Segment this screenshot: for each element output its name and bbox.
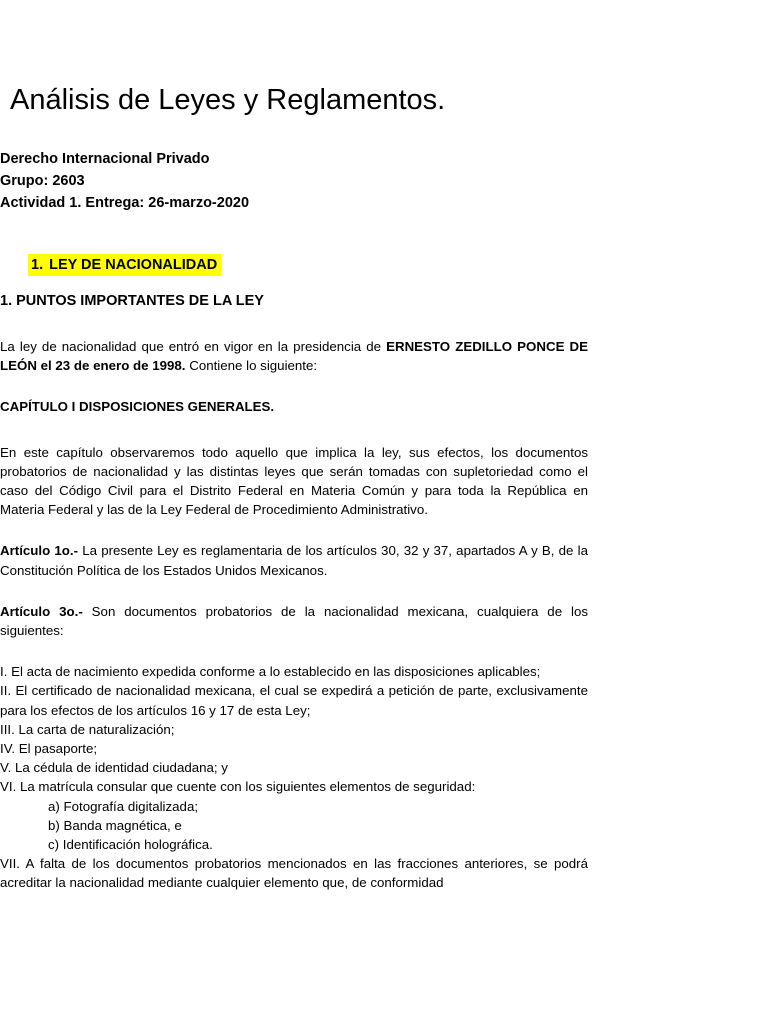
- list-item: III. La carta de naturalización;: [0, 721, 175, 737]
- chapter-heading: CAPÍTULO I DISPOSICIONES GENERALES.: [0, 399, 275, 415]
- chapter-paragraph: En este capítulo observaremos todo aquello que implica la ley, sus efectos, los documentos probatorios de nacionalidad y las distintas leyes que serán tomadas con supletoriedad como el caso del Código Civil para el Distrito Federal en Materia Común y para toda la República en Materia Federal y las de la Ley Federal de Procedimiento Administrativo.: [0, 444, 588, 518]
- intro-lead: La ley de nacionalidad que entró en vigor en la presidencia de: [0, 339, 387, 354]
- intro-tail: Contiene lo siguiente:: [185, 358, 318, 374]
- law-heading-number: 1.: [31, 257, 44, 273]
- article-3-label: Artículo 3o.-: [0, 603, 83, 619]
- list-item: V. La cédula de identidad ciudadana; y: [0, 760, 228, 776]
- list-item-final: VII. A falta de los documentos probatorios mencionados en las fracciones anteriores, se podrá acreditar la nacionalidad mediante cualquier elemento que, de conformidad: [0, 856, 588, 891]
- list-item: VI. La matrícula consular que cuente con los siguientes elementos de seguridad:: [0, 779, 476, 795]
- intro-president: ERNESTO ZEDILLO PONCE DE LEÓN el 23 de enero de 1998.: [0, 339, 588, 374]
- law-heading-container: [0, 254, 221, 276]
- page-title: Análisis de Leyes y Reglamentos.: [10, 84, 446, 116]
- meta-group: Grupo: 2603: [0, 173, 85, 189]
- list-item: II. El certificado de nacionalidad mexicana, el cual se expedirá a petición de parte, exclusivamente para los efectos de los artículos 16 y 17 de esta Ley;: [0, 683, 588, 718]
- article-1-label: Artículo 1o.-: [0, 543, 79, 559]
- list-item: IV. El pasaporte;: [0, 741, 98, 757]
- law-heading-highlight: [28, 254, 221, 276]
- article-1-text: La presente Ley es reglamentaria de los artículos 30, 32 y 37, apartados A y B, de la Constitución Política de los Estados Unidos Mexicanos.: [0, 543, 588, 578]
- list-sub-item: a) Fotografía digitalizada;: [48, 798, 199, 814]
- law-heading-label: LEY DE NACIONALIDAD: [49, 257, 218, 273]
- document-body: [0, 337, 588, 893]
- list-sub-item: b) Banda magnética, e: [48, 817, 182, 833]
- article-3-paragraph: [0, 602, 588, 640]
- meta-activity: Actividad 1. Entrega: 26-marzo-2020: [0, 195, 250, 211]
- list-sub-item: c) Identificación holográfica.: [48, 837, 213, 853]
- meta-course: Derecho Internacional Privado: [0, 151, 210, 167]
- probative-documents-list: [0, 662, 588, 892]
- intro-paragraph: [0, 337, 588, 375]
- section-heading: 1. PUNTOS IMPORTANTES DE LA LEY: [0, 293, 264, 309]
- course-meta-block: [0, 148, 249, 214]
- article-1-paragraph: [0, 541, 588, 579]
- list-item: I. El acta de nacimiento expedida conforme a lo establecido en las disposiciones aplicables;: [0, 664, 541, 680]
- article-3-text: Son documentos probatorios de la nacionalidad mexicana, cualquiera de los siguientes:: [0, 603, 588, 639]
